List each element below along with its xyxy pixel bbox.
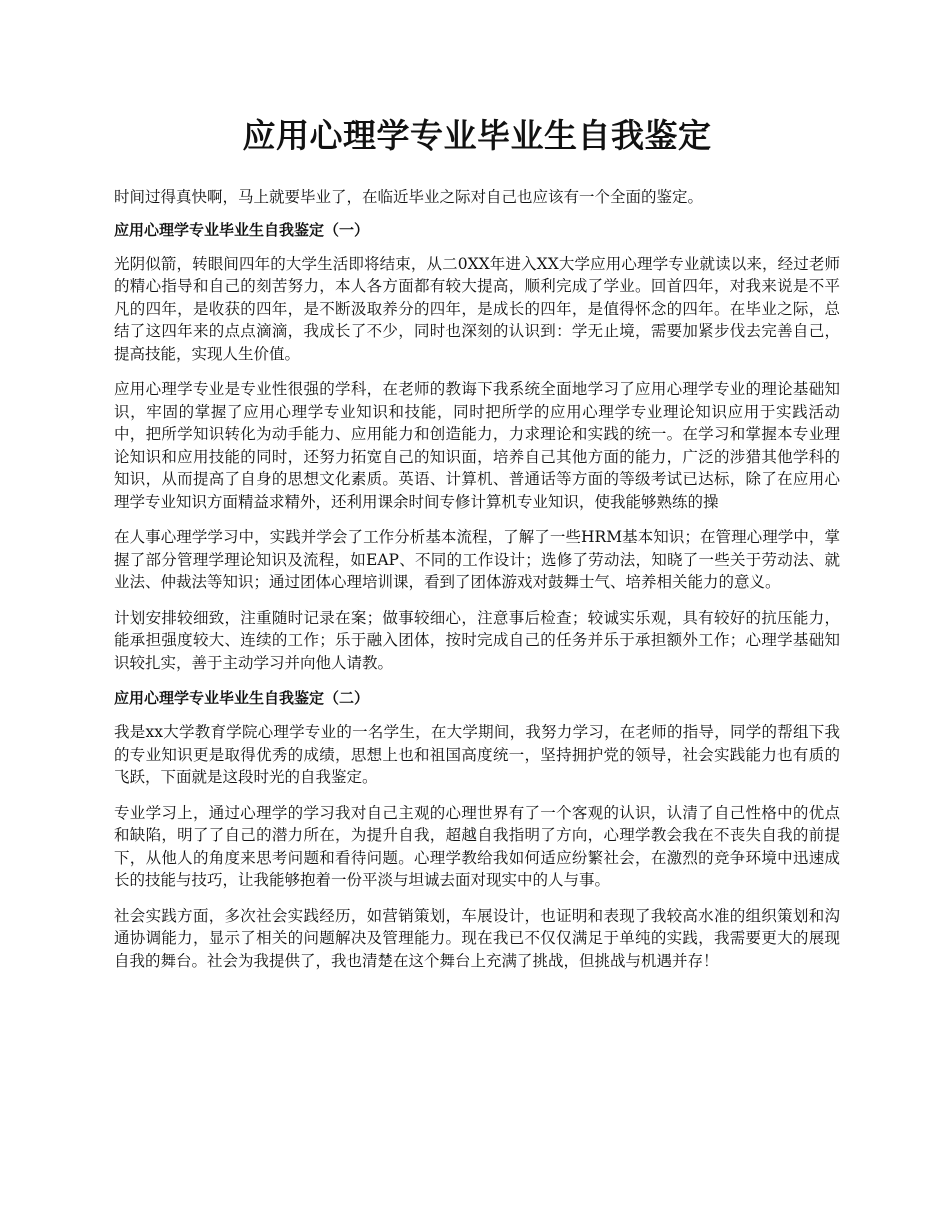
body-paragraph: 在人事心理学学习中，实践并学会了工作分析基本流程，了解了一些HRM基本知识；在管理心理学中，掌握了部分管理学理论知识及流程，如EAP、不同的工作设计；选修了劳动法，知晓了一些关于劳动法、就业法、仲裁法等知识；通过团体心理培训课，看到了团体游戏对鼓舞士气、培养相关能力的意义。 bbox=[114, 528, 840, 591]
body-paragraph: 光阴似箭，转眼间四年的大学生活即将结束，从二0XX年进入XX大学应用心理学专业就读以来，经过老师的精心指导和自己的刻苦努力，本人各方面都有较大提高，顺利完成了学业。回首四年，对我来说是不平凡的四年，是收获的四年，是不断汲取养分的四年，是成长的四年，是值得怀念的四年。在毕业之际，总结了这四年来的点点滴滴，我成长了不少，同时也深刻的认识到：学无止境，需要加紧步伐去完善自己，提高技能，实现人生价值。 bbox=[114, 254, 840, 363]
body-paragraph: 社会实践方面，多次社会实践经历，如营销策划，车展设计，也证明和表现了我较高水准的组织策划和沟通协调能力，显示了相关的问题解决及管理能力。现在我已不仅仅满足于单纯的实践，我需要更大的展现自我的舞台。社会为我提供了，我也清楚在这个舞台上充满了挑战，但挑战与机遇并存！ bbox=[114, 906, 840, 970]
section-one bbox=[114, 219, 840, 675]
body-paragraph: 应用心理学专业是专业性很强的学科，在老师的教诲下我系统全面地学习了应用心理学专业的理论基础知识，牢固的掌握了应用心理学专业知识和技能，同时把所学的应用心理学专业理论知识应用于实践活动中，把所学知识转化为动手能力、应用能力和创造能力，力求理论和实践的统一。在学习和掌握本专业理论知识和应用技能的同时，还努力拓宽自己的知识面，培养自己其他方面的能力，广泛的涉猎其他学科的知识，从而提高了自身的思想文化素质。英语、计算机、普通话等方面的等级考试已达标，除了在应用心理学专业知识方面精益求精外，还利用课余时间专修计算机专业知识，使我能够熟练的操 bbox=[114, 380, 840, 511]
body-paragraph: 专业学习上，通过心理学的学习我对自己主观的心理世界有了一个客观的认识，认清了自己性格中的优点和缺陷，明了了自己的潜力所在，为提升自我，超越自我指明了方向，心理学教会我在不丧失自我的前提下，从他人的角度来思考问题和看待问题。心理学教给我如何适应纷繁社会，在激烈的竞争环境中迅速成长的技能与技巧，让我能够抱着一份平淡与坦诚去面对现实中的人与事。 bbox=[114, 803, 840, 889]
section-two bbox=[114, 687, 840, 972]
body-paragraph: 计划安排较细致，注重随时记录在案；做事较细心，注意事后检查；较诚实乐观，具有较好的抗压能力，能承担强度较大、连续的工作；乐于融入团体，按时完成自己的任务并乐于承担额外工作；心理学基础知识较扎实，善于主动学习并向他人请教。 bbox=[114, 608, 840, 672]
section-heading: 应用心理学专业毕业生自我鉴定（二） bbox=[114, 689, 370, 707]
section-heading: 应用心理学专业毕业生自我鉴定（一） bbox=[114, 220, 370, 239]
body-paragraph: 我是xx大学教育学院心理学专业的一名学生，在大学期间，我努力学习，在老师的指导，同学的帮组下我的专业知识更是取得优秀的成绩，思想上也和祖国高度统一，坚持拥护党的领导，社会实践能力也有质的飞跃，下面就是这段时光的自我鉴定。 bbox=[114, 723, 840, 786]
document-page bbox=[114, 108, 840, 985]
document-title: 应用心理学专业毕业生自我鉴定 bbox=[242, 116, 712, 155]
intro-paragraph: 时间过得真快啊，马上就要毕业了，在临近毕业之际对自己也应该有一个全面的鉴定。 bbox=[114, 188, 704, 206]
